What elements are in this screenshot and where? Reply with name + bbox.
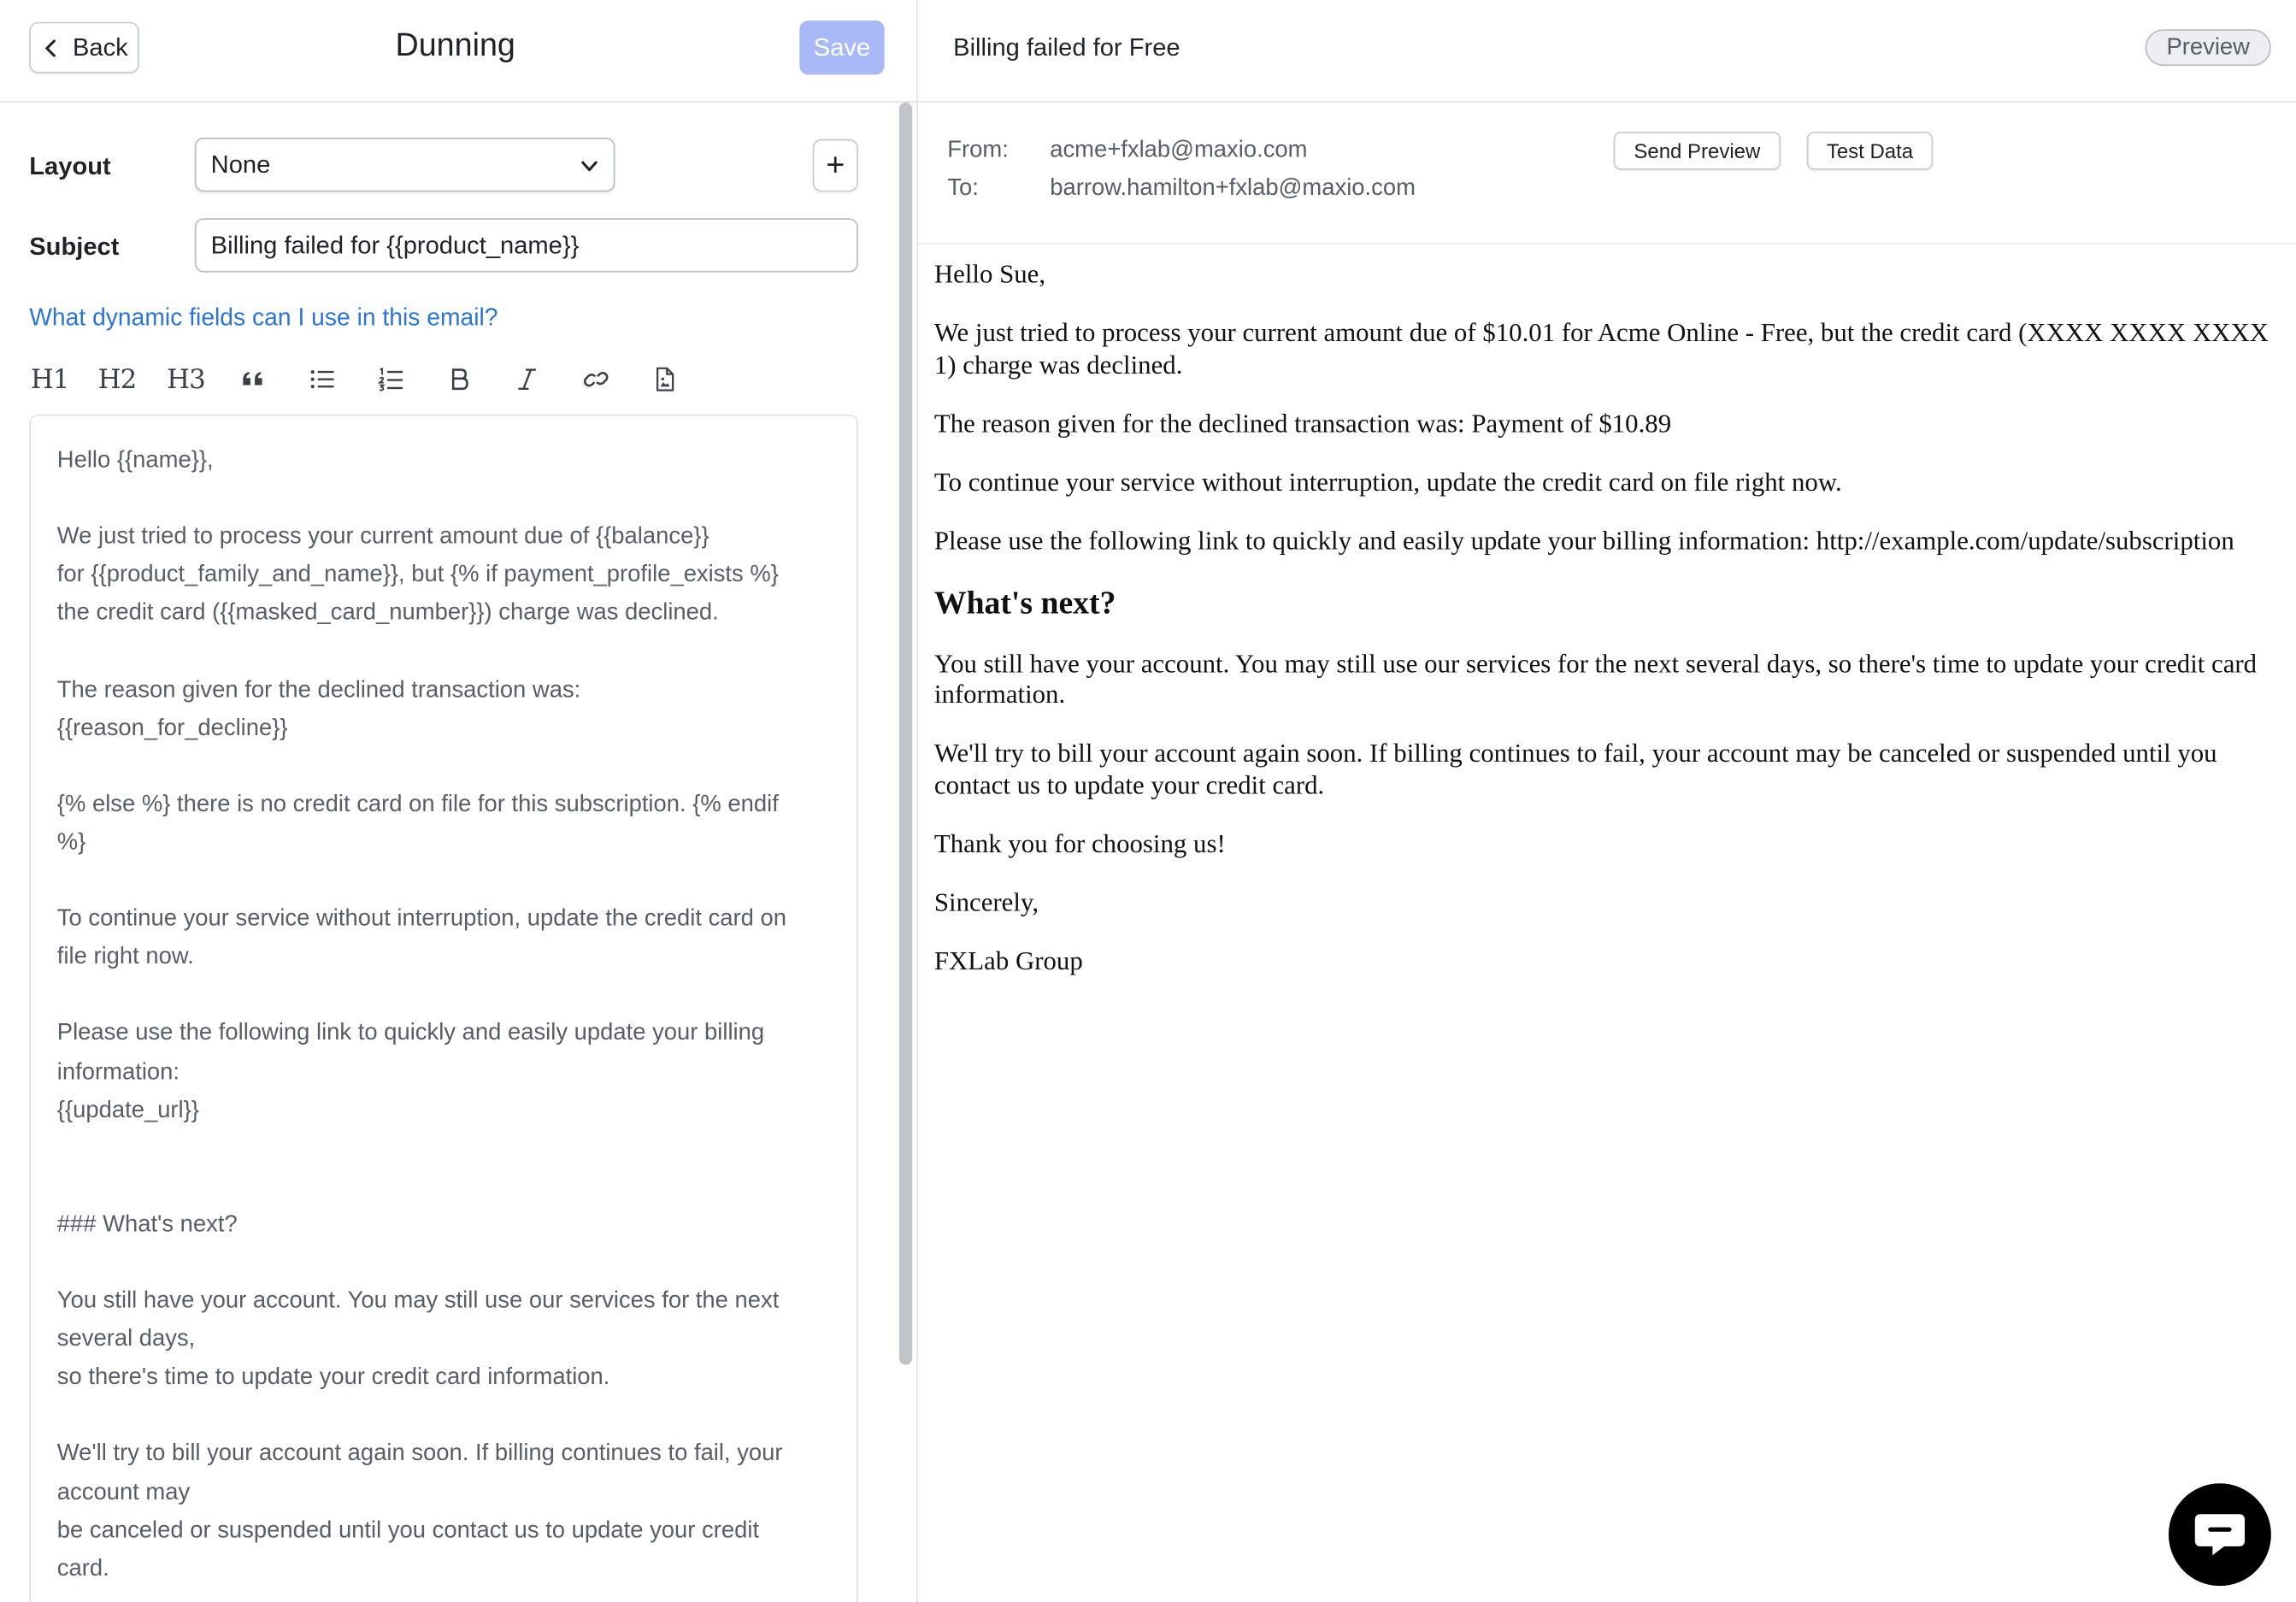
heading-2-button[interactable]: H2 — [97, 363, 137, 395]
dynamic-fields-help-link[interactable]: What dynamic fields can I use in this email? — [29, 304, 498, 332]
chevron-left-icon — [40, 38, 61, 58]
preview-title: Billing failed for Free — [953, 33, 1180, 62]
link-button[interactable] — [579, 360, 614, 398]
send-preview-button[interactable]: Send Preview — [1614, 132, 1781, 170]
back-label: Back — [72, 32, 128, 62]
email-heading: What's next? — [933, 583, 1116, 621]
subject-input[interactable]: Billing failed for {{product_name}} — [195, 218, 858, 272]
bulleted-list-button[interactable] — [306, 360, 339, 398]
test-data-button[interactable]: Test Data — [1807, 132, 1933, 170]
heading-1-button[interactable]: H1 — [30, 363, 69, 395]
email-paragraph: Please use the following link to quickly and easily update your billing information: http://example.com/update/subscription — [933, 525, 2234, 555]
save-button[interactable]: Save — [799, 21, 884, 74]
editor-header — [0, 0, 918, 103]
quote-button[interactable] — [238, 360, 270, 398]
bold-icon — [446, 366, 473, 392]
markdown-editor[interactable] — [29, 415, 858, 1602]
rendered-email-body — [934, 259, 2289, 1004]
email-greeting: Hello Sue, — [933, 259, 1046, 289]
chevron-down-icon — [580, 156, 598, 175]
from-label: From: — [947, 138, 1009, 163]
editor-scrollbar[interactable] — [895, 103, 918, 1602]
link-icon — [581, 366, 610, 392]
italic-icon — [514, 366, 540, 392]
heading-3-button[interactable]: H3 — [167, 363, 205, 395]
layout-label: Layout — [29, 152, 111, 180]
email-paragraph: To continue your service without interruption, update the credit card on file right now. — [933, 466, 1842, 496]
chat-bubble-icon — [2192, 1510, 2247, 1559]
editor-scrollbar-thumb[interactable] — [899, 103, 912, 1365]
email-paragraph: We'll try to bill your account again soon. If billing continues to fail, your account may be canceled or suspended until you contact us to update your credit card. — [933, 738, 2217, 799]
layout-select[interactable] — [195, 138, 615, 191]
email-paragraph: Thank you for choosing us! — [933, 828, 1226, 857]
numbered-list-button[interactable] — [375, 360, 408, 398]
formatting-toolbar — [29, 360, 703, 398]
layout-selected-value: None — [210, 150, 271, 179]
preview-header — [918, 0, 2296, 103]
to-address: barrow.hamilton+fxlab@maxio.com — [1050, 175, 1416, 201]
email-meta — [918, 103, 2296, 244]
preview-toggle-button[interactable]: Preview — [2146, 29, 2271, 66]
quote-icon — [240, 366, 267, 392]
insert-file-button[interactable] — [649, 360, 681, 398]
bulleted-list-icon — [309, 366, 335, 392]
email-preview-pane — [918, 0, 2296, 1602]
page-title: Dunning — [395, 26, 515, 63]
add-layout-button[interactable]: + — [813, 139, 858, 192]
editor-content[interactable]: Hello {{name}}, We just tried to process your current amount due of {{balance}} for {{product_family_and_name}}, but {% if payment_profile_exists %} the credit card ({{masked_card_number}}) charge was declined. The reason given for the declined transaction was: {{reason_for_decline}} {% else %} there is no credit card on file for this subscription. {% endif %} To continue your service without interruption, update the credit card on file right now. Please use the following link to quickly and easily update your billing information: {{update_url}} ### What's next? You still have your account. You may still use our services for the next several days, so there's time to update your credit card information. We'll try to bill your account again soon. If billing continues to fail, your account may be canceled or suspended until you contact us to update your credit card. — [56, 448, 786, 1581]
from-address: acme+fxlab@maxio.com — [1050, 138, 1308, 163]
subject-label: Subject — [29, 233, 120, 261]
email-signoff: Sincerely, — [933, 886, 1039, 916]
numbered-list-icon — [378, 366, 404, 392]
bold-button[interactable] — [444, 360, 476, 398]
insert-file-icon — [651, 366, 678, 392]
email-paragraph: You still have your account. You may still use our services for the next several days, so there's time to update your credit card information. — [933, 648, 2258, 710]
email-signature: FXLab Group — [933, 945, 1083, 975]
to-label: To: — [947, 175, 979, 201]
email-paragraph: We just tried to process your current amount due of $10.01 for Acme Online - Free, but the credit card (XXXX XXXX XXXX 1) charge was declined. — [933, 317, 2269, 379]
chat-launcher-button[interactable] — [2169, 1483, 2271, 1586]
email-paragraph: The reason given for the declined transaction was: Payment of $10.89 — [933, 408, 1672, 438]
italic-button[interactable] — [511, 360, 544, 398]
back-button[interactable] — [29, 22, 138, 74]
template-editor-pane — [0, 0, 918, 1602]
